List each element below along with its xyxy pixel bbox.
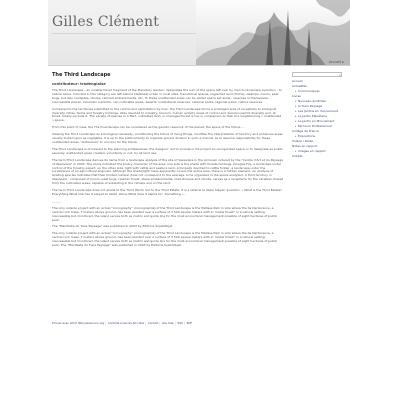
sidebar-item-label: Crédits <box>292 154 303 158</box>
footer-divider: | <box>174 321 176 325</box>
sidebar-item-label: Images en rapport <box>298 149 326 153</box>
sidebar-item-credits[interactable] <box>292 154 350 159</box>
article-author: contributeur: tradenglaise <box>52 82 106 86</box>
site-logo[interactable]: Gilles Clément <box>52 14 160 30</box>
header-photo <box>196 0 350 66</box>
article-paragraph: The only outside project with an actual "iconography" (iconographie) of the Third Landscape is the Matisse Park in Lille where the Île Derborence, a central rock mass, 7 meters above ground, has been planted over a surface of 3 500 square meters with a" model forest" in a natural setting, inaccessible but monitored, the island serves both as matrix and guide line for the most economical management possible of eight hectares of public park. The "Manifeste du Tiers Paysage" was published in 2003 by Editions Sujet/Objet. <box>52 231 278 248</box>
article-paragraph: The term Third Landscape derives its name from a landscape analysis of the site of Vassivière in the Limousin ordered by the "Centre d'Art et du Paysage of Vassivière" in 2003. The study indicated the binary character of the area: one side is the shade with forests holdings, Douglas Firs, a landscape under control of the forestry expert; on the other side, light with cattle and pasture land, principally devoted to cattle fodder, a landscape under the surveillance of an agricultural engineer. Although the shade/light mass apparently covers the entire area, there is a hidden element. An analysis of existing species indicates that their limited number does not correspond to the average. Is he organized in the space analyzed. A third territory in Vassivière : composed of moors, peat bogs, riparian forest, steep embankments, road-itinerae and shrubs, serves as a receptacle for the varieties chased from the cultivated areas, capable of subsisting in the climate and on the land. <box>52 157 284 186</box>
bullet-icon: ▸ <box>295 104 297 108</box>
article-paragraph: The only outside project with an actual "iconography" (iconographie) of the Third Landscape is the Matisse Park in Lille where the Île Derborence, a central rock mass, 7 meters above ground, has been planted over a surface of 3 500 square meters with a" model forest" in a natural setting, inaccessible but monitored, the island serves both as matrix and guide line for the most economical management possible of eight hectares of public park. <box>52 205 278 222</box>
article-paragraph: The Third Landscape is of interest to the planning professionals, the designer, led to include in his project an unorganized space or to designate as public severely unattended areas created, voluntarily or not, by all land use. <box>52 146 283 155</box>
sidebar-item-label: Livres <box>292 94 301 98</box>
sidebar-item-label: Accueil <box>292 79 303 83</box>
sidebar-item-label: Actualités <box>292 84 307 88</box>
sidebar-item-label: Collège de France <box>292 129 319 133</box>
bullet-icon: ▸ <box>295 99 297 103</box>
footer-divider: | <box>145 321 146 325</box>
footer-link[interactable]: RSS <box>177 321 183 325</box>
search-icon[interactable]: » <box>339 73 341 77</box>
sidebar-item-label: Nouveau quotidien <box>298 99 327 103</box>
article-paragraph: The "Manifeste du Tiers Paysage" was published in 2003 by Editions Sujet/Objet. <box>52 224 174 229</box>
sidebar-item-label: Expositions <box>298 134 316 138</box>
article-paragraph: The Third Landscape - an undetermined fragment of the Planetary Garden- designates the sum of the space left over by man to landscape evolution - to nature alone. Included in this category are left behind (délaissé) urban or rural sites, transitional spaces, neglected land (friche), swamps, moors, peat bogs, but also roadsides, shores, railroad embankments, etc. To these unattended areas can be added space set aside , reserves in themselves: inaccessible places, mountain summits, non-cultivable areas, deserts; institutional reserves: national parks, regional parks, nature reserves. <box>52 88 282 104</box>
search-input[interactable] <box>293 86 341 89</box>
article-separator: -------- <box>52 199 61 204</box>
footer-link[interactable]: site map <box>162 321 174 325</box>
article-title: The Third Landscape <box>52 72 111 78</box>
article-paragraph: The term Third Landscape does not allude to the Third World, but to the Third Estate. It is a referral to Abbé Sièyès' question: « What is the Third Estate? Everything.What role has it played to date? -None.What does it aspire to? -Something ». <box>52 188 282 196</box>
article <box>52 72 284 332</box>
header-nav-link[interactable]: Accueil ▸ <box>328 60 344 64</box>
article-paragraph: Compared to the territories submitted to the control and exploitation by man, the Third Landscape forms a privileged area of receptivity to biological diversity. Cities, farms and forestry holdings, sites devoted to industry, tourism, human activity areas of control and decision permit diversity and, at times, totally exclude it. The variety of species in a field, cultivated land, or managed forest is low in comparison to that of a neighbouring « unattended » space. <box>52 106 282 123</box>
sidebar-item-label: Les Jardins en mouvement <box>298 109 338 113</box>
sidebar-item-label: Notes en rapport <box>292 144 318 148</box>
sidebar-item-label: Le Jardin Planétaire <box>298 114 328 118</box>
footer-divider: | <box>183 321 185 325</box>
article-paragraph: From this point of view, the Third Landscape can be considered as the genetic reservoir of the planet, the space of the future.... <box>52 125 245 130</box>
footer-link[interactable]: RDF <box>186 321 193 325</box>
footer-link[interactable]: Ecrivez avec LUCU http://www.lucu.org <box>52 321 105 325</box>
sidebar-item-label: le Tiers Paysage <box>298 104 323 108</box>
footer-divider: | <box>105 321 107 325</box>
bullet-icon: ▸ <box>295 134 297 138</box>
search-box <box>292 72 342 77</box>
bullet-icon: ▸ <box>295 114 297 118</box>
bullet-icon: ▸ <box>295 89 297 93</box>
sidebar-item-label: Parcours Professionnel <box>298 124 332 128</box>
site-footer <box>52 321 284 325</box>
footer-link[interactable]: Contrôlé Licences Art Libre <box>107 321 145 325</box>
bullet-icon: ▸ <box>295 109 297 113</box>
footer-link[interactable]: Contact <box>147 321 159 325</box>
bullet-icon: ▸ <box>295 119 297 123</box>
logo-divider <box>52 33 202 34</box>
bullet-icon: ▸ <box>295 124 297 128</box>
article-paragraph: Viewing the Third Landscape as a biological necessity, conditioning the future of living things, modifies the interpretation of territory and enhances areas usually looked upon as negligible. It is up to the political body to organize ground division in such a manner as to assume responsibility for these unattended areas, 'zarbanouni' to concern for the future. <box>52 132 283 144</box>
sidebar-item-label: Le Jardin en Mouvement <box>298 119 335 123</box>
site-header <box>48 0 350 66</box>
sidebar <box>292 72 350 164</box>
bullet-icon: ▸ <box>295 149 297 153</box>
sidebar-item-label: Communiqués <box>298 89 320 93</box>
sidebar-item-label: Vidéos / Radio <box>292 139 314 143</box>
footer-divider: | <box>159 321 161 325</box>
